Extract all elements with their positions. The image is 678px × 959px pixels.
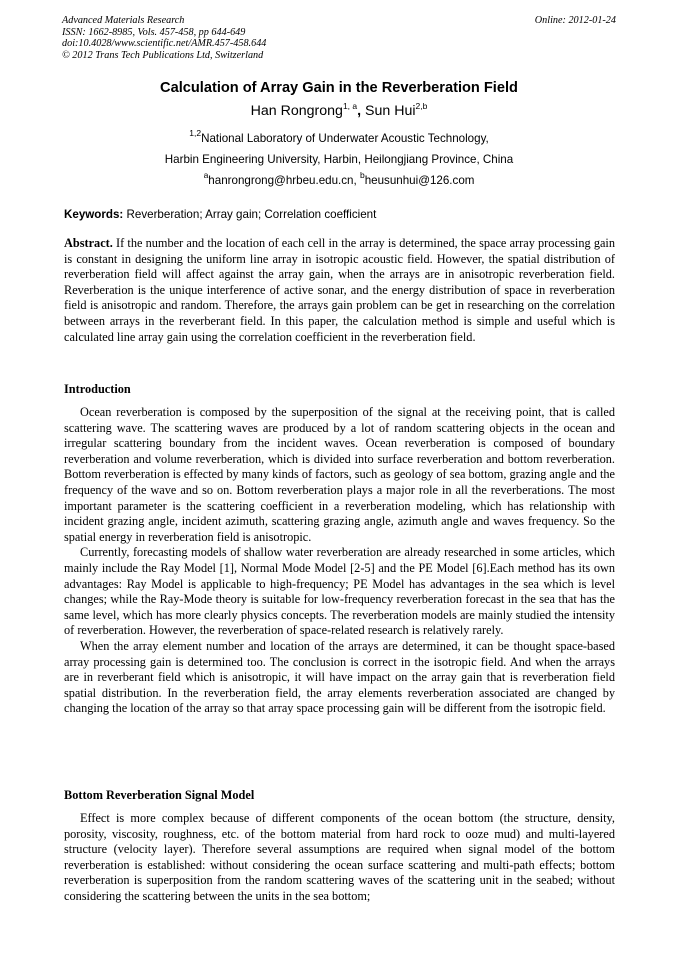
author-separator: , [357,103,366,119]
bottom-model-heading: Bottom Reverberation Signal Model [64,788,255,802]
introduction-paragraph-1: Ocean reverberation is composed by the superposition of the signal at the receiving point, that is called scattering wave. The scattering waves are produced by a lot of random scattering objects in the ocean and irregular scattering boundary from the incident waves. Ocean reverberation is composed of boundary reverberation and volume reverberation, which is divided into surface reverberation and bottom reverberation. Bottom reverberation is effected by many kinds of factors, such as geology of sea bottom, grazing angle and the frequency of the wave and so on. Bottom reverberation plays a major role in all the reverberations. The most important parameter is the scattering coefficient in a reverberation modeling, which has relationship with incident grazing angle, incident azimuth, scattering grazing angle, azimuth angle and waves frequency. So the spatial energy in reverberation field is anisotropic. [64,405,615,544]
email-b: heusunhui@126.com [364,174,475,187]
online-date: Online: 2012-01-24 [534,15,616,26]
affiliation-line-1 [62,128,616,145]
keywords-label: Keywords: [64,208,124,221]
bottom-model-paragraph-1: Effect is more complex because of different components of the ocean bottom (the structure, density, porosity, viscosity, roughness, etc. of the bottom material from hard rock to ooze mud) and multi-layered structure (velocity layer). Therefore several assumptions are required when signal model of the bottom reverberation is established: without considering the ocean surface scattering and multi-path effects; bottom reverberation is superposition from the random scattering waves of the scattering unit in the seabed; without considering the scattering between the units in the sea bottom; [64,811,615,903]
author-line [62,103,616,119]
bottom-model-body [64,811,615,905]
introduction-heading: Introduction [64,382,131,396]
author-2: Sun Hui [365,103,416,119]
affiliation-superscript: 1,2 [189,128,202,138]
keywords [64,208,616,221]
journal-name: Advanced Materials Research [62,15,185,26]
introduction-body [64,405,615,717]
affiliation-lab: National Laboratory of Underwater Acoustic Technology, [201,132,489,145]
abstract-label: Abstract. [64,236,113,250]
email-a-superscript: a [203,170,209,180]
email-line [62,170,616,187]
publication-header [62,15,616,61]
author-1-superscript: 1, a [342,101,358,111]
abstract-text: If the number and the location of each cell in the array is determined, the space array processing gain is constant in designing the uniform line array in isotropic acoustic field. However, the spatial distribution of reverberation field will affect against the array gain, when the arrays are in anisotropic reverberation field. Reverberation is the unique interference of active sonar, and the energy distribution of space in reverberation field is anisotropic and random. Therefore, the arrays gain problem can be get in researching on the correlation between arrays in the reverberant field. In this paper, the calculation method is simple and useful which is calculated line array gain using the correlation coefficient in the reverberation field. [64,236,615,344]
abstract [64,236,615,345]
affiliation-line-2: Harbin Engineering University, Harbin, Heilongjiang Province, China [164,153,514,166]
introduction-paragraph-3: When the array element number and location of the arrays are determined, it can be thought space-based array processing gain is determined too. The conclusion is correct in the isotropic field. And when the arrays are in reverberant field which is anisotropic, it will have impact on the array gain that is reverberation field spatial distribution. In the reverberation field, the array elements reverberation associated are changed by changing the location of the array so that array space processing gain will be different from the isotropic field. [64,638,615,716]
doi-line: doi:10.4028/www.scientific.net/AMR.457-458.644 [62,38,267,50]
copyright-line: © 2012 Trans Tech Publications Ltd, Switzerland [62,49,264,61]
email-a: hanrongrong@hrbeu.edu.cn, [208,174,360,187]
issn-line: ISSN: 1662-8985, Vols. 457-458, pp 644-649 [62,26,246,38]
paper-title: Calculation of Array Gain in the Reverberation Field [160,80,518,96]
author-1: Han Rongrong [250,103,343,119]
author-2-superscript: 2,b [415,101,428,111]
introduction-paragraph-2: Currently, forecasting models of shallow water reverberation are already researched in some articles, which mainly include the Ray Model [1], Normal Mode Model [2-5] and the PE Model [6].Each method has its own advantages: Ray Model is applicable to high-frequency; PE Model has advantages in the sea which is level changes; while the Ray-Mode theory is suitable for low-frequency reverberation forecast in the sea that has the same level, which has more clearly physics concepts. The reverberation models are mainly studied the intensity of reverberation. However, the reverberation of space-related research is relatively rarely. [64,545,615,638]
keywords-text: Reverberation; Array gain; Correlation coefficient [123,208,377,221]
email-b-superscript: b [359,170,365,180]
